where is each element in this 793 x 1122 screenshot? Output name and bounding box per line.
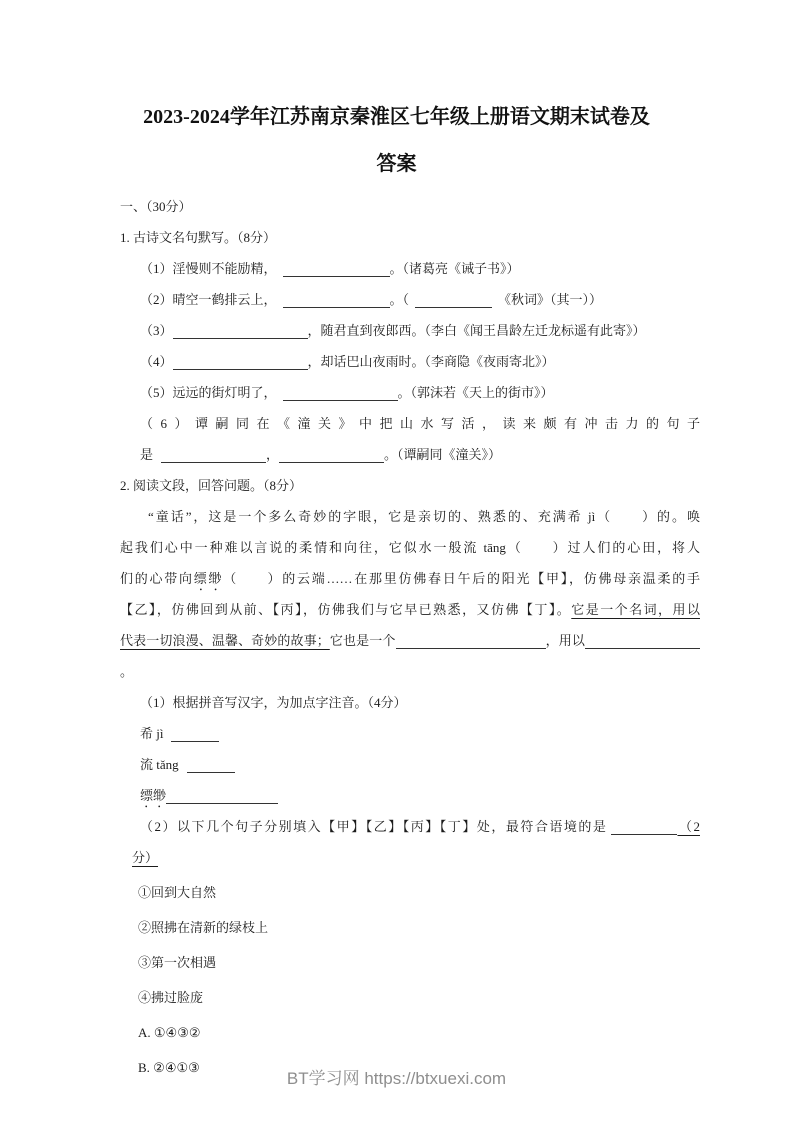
text-segment: 希 jì — [140, 726, 164, 741]
q2-pinyin-item-xiji — [120, 718, 700, 749]
page-title-line-1: 2023-2024学年江苏南京秦淮区七年级上册语文期末试卷及 — [143, 106, 650, 128]
answer-blank — [279, 449, 384, 463]
answer-blank — [166, 790, 278, 804]
q1-heading — [120, 222, 700, 253]
text-segment: 。 — [120, 664, 134, 679]
text-segment: 《秋词》（其一）） — [498, 292, 603, 307]
text-segment: 缥缈 — [140, 788, 167, 803]
page-title-line-2: 答案 — [376, 153, 417, 175]
answer-blank — [283, 387, 398, 401]
text-segment: ①回到大自然 — [138, 885, 217, 900]
text-segment: （ ）的云端……在那里仿佛春日午后的阳光【甲】，仿佛母亲温柔的手 — [223, 571, 700, 586]
document-body — [120, 191, 700, 1083]
text-segment: 。（郭沫若《天上的街市》） — [397, 385, 554, 400]
q2-paragraph-line-5 — [120, 625, 700, 687]
text-segment: （2）以下几个句子分别填入【甲】【乙】【丙】【丁】处，最符合语境的是 — [140, 819, 608, 834]
text-segment: 它也是一个 — [329, 633, 396, 648]
text-segment: （1）淫慢则不能励精， — [140, 261, 277, 276]
text-segment: ④拂过脸庞 — [138, 990, 204, 1005]
text-segment: （2 — [677, 819, 700, 834]
answer-blank — [415, 294, 492, 308]
footer-watermark: BT学习网 https://btxuexi.com — [286, 1069, 507, 1088]
text-segment: （2）晴空一鹤排云上， — [140, 292, 277, 307]
text-segment: 一、（30分） — [120, 199, 192, 214]
text-segment: 它是一个名词，用以 — [571, 602, 700, 617]
answer-blank — [585, 635, 700, 649]
text-segment: ，却话巴山夜雨时。（李商隐《夜雨寄北》） — [307, 354, 555, 369]
text-segment: ，用以 — [545, 633, 585, 648]
q1-item-4 — [120, 346, 700, 377]
text-segment: 1. 古诗文名句默写。（8分） — [120, 230, 277, 245]
text-segment: ， — [266, 447, 280, 462]
q1-item-3 — [120, 315, 700, 346]
text-segment: 缥缈 — [193, 571, 224, 586]
answer-blank — [173, 325, 308, 339]
q2-paragraph-line-2 — [120, 532, 700, 563]
answer-blank — [283, 263, 390, 277]
q2-option-1 — [120, 877, 700, 908]
q2-option-3 — [120, 947, 700, 978]
text-segment: 起我们心中一种难以言说的柔情和向往，它似水一般流 tāng（ ）过人们的心田，将人 — [120, 540, 700, 555]
q2-paragraph-line-3 — [120, 563, 700, 594]
text-segment: 2. 阅读文段，回答问题。（8分） — [120, 478, 303, 493]
text-segment: （6）谭嗣同在《潼关》中把山水写活，读来颇有冲击力的句子 — [140, 416, 700, 431]
text-segment: ②照拂在清新的绿枝上 — [138, 920, 269, 935]
text-segment: 。（谭嗣同《潼关》） — [384, 447, 502, 462]
q2-heading — [120, 470, 700, 501]
answer-blank — [396, 635, 546, 649]
q1-item-6 — [120, 408, 700, 439]
q1-item-1 — [120, 253, 700, 284]
q2-paragraph-line-4 — [120, 594, 700, 625]
answer-blank — [173, 356, 308, 370]
answer-blank — [187, 759, 235, 773]
text-segment: A. ①④③② — [138, 1025, 201, 1040]
text-segment: 。（诸葛亮《诫子书》） — [389, 261, 520, 276]
q2-sub2-heading — [120, 811, 700, 842]
text-segment: （1）根据拼音写汉字，为加点字注音。（4分） — [140, 695, 407, 710]
text-segment: （3） — [140, 323, 173, 338]
answer-blank — [161, 449, 266, 463]
answer-blank — [171, 728, 219, 742]
q1-item-6-continuation — [120, 439, 700, 470]
text-segment: 是 — [140, 447, 154, 462]
text-segment: 流 tǎng — [140, 757, 179, 772]
answer-blank — [611, 821, 677, 835]
q1-item-2 — [120, 284, 700, 315]
text-segment: B. ②④①③ — [138, 1060, 200, 1075]
text-segment: 分） — [132, 850, 159, 865]
text-segment: （5）远远的街灯明了， — [140, 385, 277, 400]
q2-option-4 — [120, 982, 700, 1013]
answer-blank — [283, 294, 390, 308]
q2-sub1-heading — [120, 687, 700, 718]
text-segment: 们的心带向 — [120, 571, 194, 586]
q2-paragraph-line-1 — [120, 501, 700, 532]
q2-choice-a — [120, 1017, 700, 1048]
section-1-heading — [120, 191, 700, 222]
q2-option-2 — [120, 912, 700, 943]
text-segment: ③第一次相遇 — [138, 955, 217, 970]
q2-pinyin-item-liutang — [120, 749, 700, 780]
text-segment: “童话”，这是一个多么奇妙的字眼，它是亲切的、熟悉的、充满希 jì（ ）的。唤 — [148, 509, 700, 524]
text-segment: 代表一切浪漫、温馨、奇妙的故事； — [120, 633, 330, 648]
text-segment: ，随君直到夜郎西。（李白《闻王昌龄左迁龙标遥有此寄》） — [307, 323, 646, 338]
text-segment: 【乙】，仿佛回到从前、【丙】，仿佛我们与它早已熟悉，又仿佛【丁】。 — [120, 602, 572, 617]
q2-pinyin-item-piaomiao — [120, 780, 700, 811]
text-segment: 。（ — [389, 292, 410, 307]
text-segment: （4） — [140, 354, 173, 369]
q1-item-5 — [120, 377, 700, 408]
q2-sub2-heading-continuation — [120, 842, 700, 873]
page-title — [0, 0, 793, 188]
